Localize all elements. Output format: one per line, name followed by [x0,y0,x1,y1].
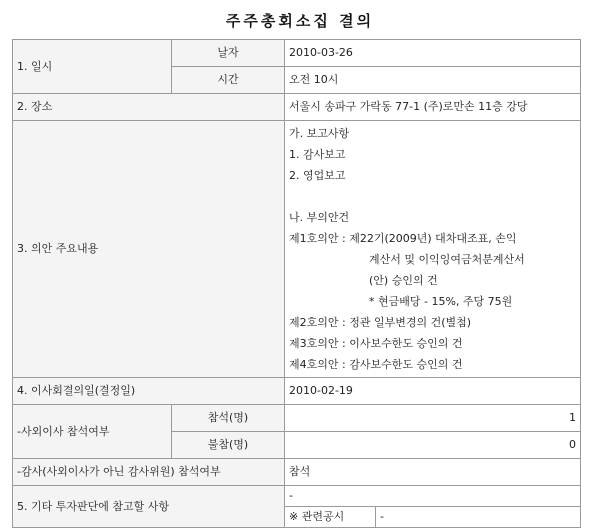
agenda-line: 계산서 및 이익잉여금처분계산서 [369,253,525,266]
time-value: 오전 10시 [285,67,581,94]
auditor-label: -감사(사외이사가 아닌 감사위원) 참석여부 [13,459,285,486]
present-label: 참석(명) [172,405,285,432]
table-row [13,40,581,67]
related-label: ※ 관련공시 [289,510,345,523]
table-row [13,459,581,486]
table-row [13,486,581,528]
table-row [13,405,581,432]
date-label: 날자 [172,40,285,67]
agenda-line: 제1호의안 : 제22기(2009년) 대차대조표, 손익 [289,232,517,245]
agenda-line: 나. 부의안건 [289,211,350,224]
absent-label: 불참(명) [172,432,285,459]
agenda-label: 3. 의안 주요내용 [13,121,285,378]
absent-value: 0 [285,432,581,459]
auditor-value: 참석 [285,459,581,486]
agenda-line: 가. 보고사항 [289,127,350,140]
place-value: 서울시 송파구 가락동 77-1 (주)로만손 11층 강당 [285,94,581,121]
agenda-line: 제4호의안 : 감사보수한도 승인의 건 [289,358,463,371]
agenda-line: 2. 영업보고 [289,169,346,182]
board-resolution-value: 2010-02-19 [285,378,581,405]
date-value: 2010-03-26 [285,40,581,67]
related-value: - [376,507,581,527]
agenda-line: 제2호의안 : 정관 일부변경의 건(별첨) [289,316,472,329]
meeting-resolution-table [12,39,581,528]
other-label: 5. 기타 투자판단에 참고할 사항 [13,486,285,528]
place-label: 2. 장소 [13,94,285,121]
table-row [13,378,581,405]
agenda-line: 1. 감사보고 [289,148,346,161]
other-content [285,486,581,528]
present-value: 1 [285,405,581,432]
table-row [13,121,581,378]
time-label: 시간 [172,67,285,94]
board-resolution-label: 4. 이사회결의일(결정일) [13,378,285,405]
related-disclosure [285,507,580,527]
table-row [13,94,581,121]
agenda-line: 제3호의안 : 이사보수한도 승인의 건 [289,337,463,350]
agenda-line: * 현금배당 - 15%, 주당 75원 [369,295,513,308]
agenda-line [289,186,576,207]
outside-directors-label: -사외이사 참석여부 [13,405,172,459]
page-title: 주주총회소집 결의 [225,12,375,30]
other-value: - [285,486,580,507]
datetime-label: 1. 일시 [13,40,172,94]
agenda-content [285,121,581,378]
agenda-line: (안) 승인의 건 [369,274,438,287]
